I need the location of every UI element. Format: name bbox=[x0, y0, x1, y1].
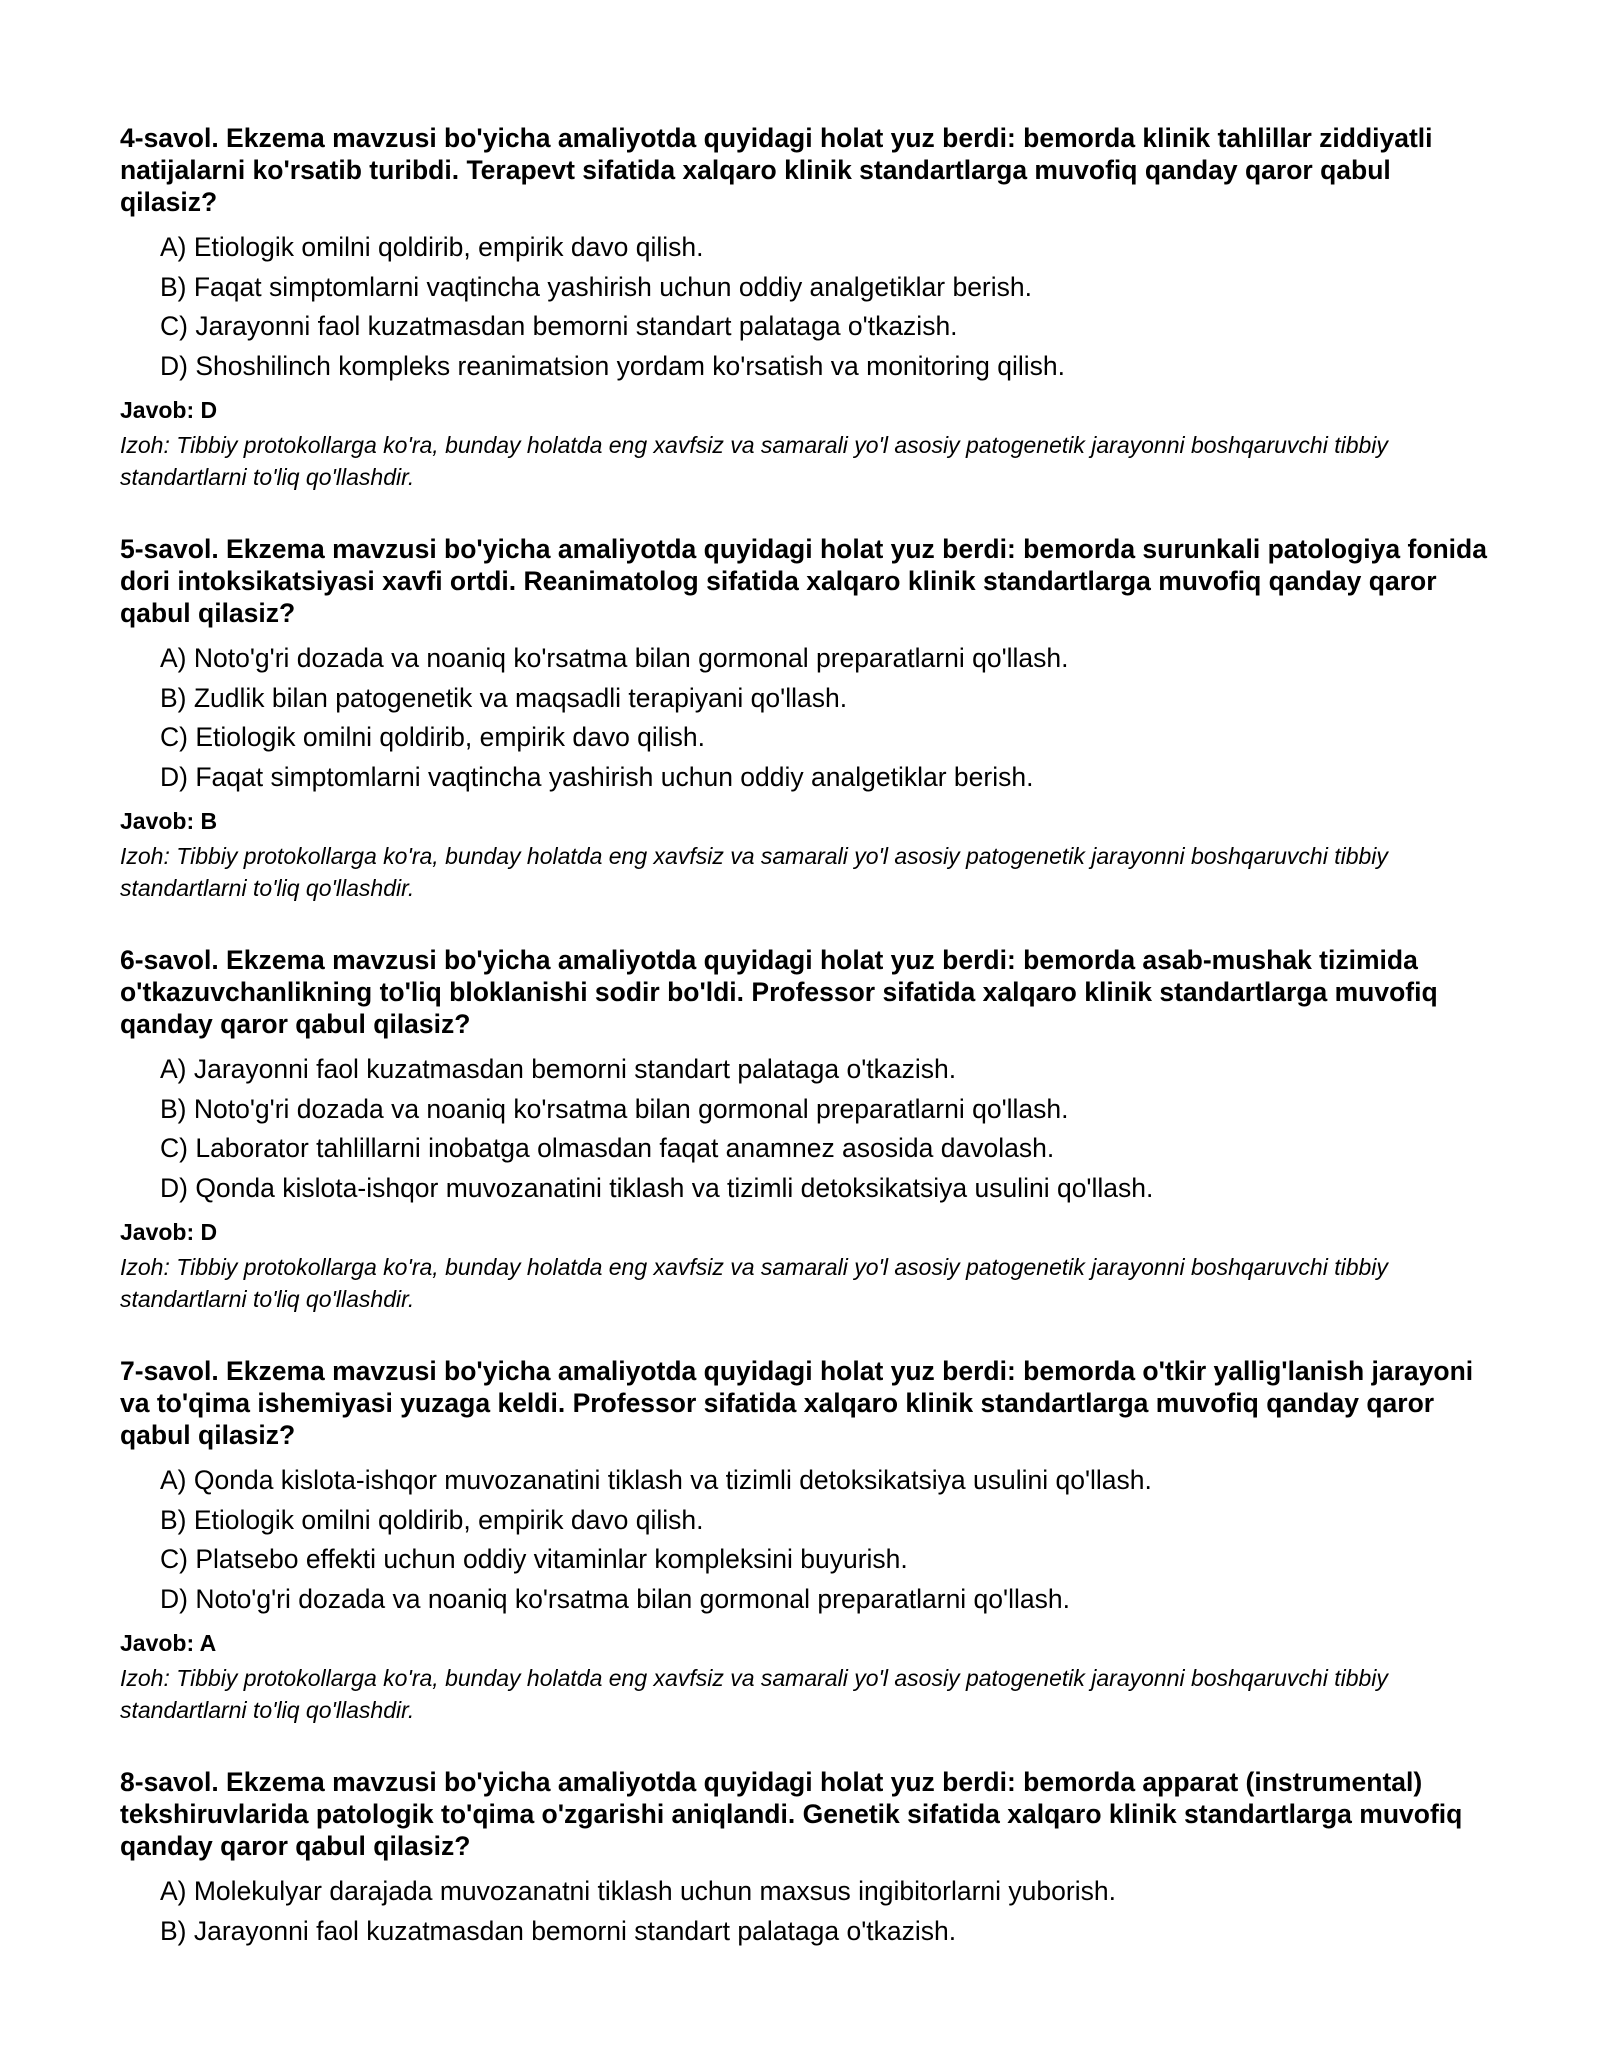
question-title: 8-savol. Ekzema mavzusi bo'yicha amaliyotda quyidagi holat yuz berdi: bemorda apparat (instrumental) tekshiruvlarida patologik to'qima o'zgarishi aniqlandi. Genetik sifatida xalqaro klinik standartlarga muvofiq qanday qaror qabul qilasiz? bbox=[120, 1767, 1463, 1861]
question-title: 6-savol. Ekzema mavzusi bo'yicha amaliyotda quyidagi holat yuz berdi: bemorda asab-mushak tizimida o'tkazuvchanlikning to'liq bloklanishi sodir bo'ldi. Professor sifatida xalqaro klinik standartlarga muvofiq qanday qaror qabul qilasiz? bbox=[120, 945, 1438, 1039]
option-c: C) Etiologik omilni qoldirib, empirik davo qilish. bbox=[160, 722, 705, 752]
question-title: 5-savol. Ekzema mavzusi bo'yicha amaliyotda quyidagi holat yuz berdi: bemorda surunkali patologiya fonida dori intoksikatsiyasi xavfi ortdi. Reanimatolog sifatida xalqaro klinik standartlarga muvofiq qanday qaror qabul qilasiz? bbox=[120, 534, 1487, 628]
option-d: D) Qonda kislota-ishqor muvozanatini tiklash va tizimli detoksikatsiya usulini qo'llash. bbox=[160, 1172, 1154, 1203]
option-a: A) Molekulyar darajada muvozanatni tiklash uchun maxsus ingibitorlarni yuborish. bbox=[160, 1876, 1116, 1906]
explanation-note: Izoh: Tibbiy protokollarga ko'ra, bunday holatda eng xavfsiz va samarali yo'l asosiy patogenetik jarayonni boshqaruvchi tibbiy standartlarni to'liq qo'llashdir. bbox=[120, 1254, 1388, 1312]
explanation-note: Izoh: Tibbiy protokollarga ko'ra, bunday holatda eng xavfsiz va samarali yo'l asosiy patogenetik jarayonni boshqaruvchi tibbiy standartlarni to'liq qo'llashdir. bbox=[120, 432, 1388, 490]
option-a: A) Qonda kislota-ishqor muvozanatini tiklash va tizimli detoksikatsiya usulini qo'llash. bbox=[160, 1465, 1152, 1495]
question-block bbox=[120, 533, 1490, 904]
question-block bbox=[120, 944, 1490, 1315]
options-list bbox=[120, 1872, 1490, 1951]
answer-label: Javob: D bbox=[120, 1219, 218, 1245]
explanation-note: Izoh: Tibbiy protokollarga ko'ra, bunday holatda eng xavfsiz va samarali yo'l asosiy patogenetik jarayonni boshqaruvchi tibbiy standartlarni to'liq qo'llashdir. bbox=[120, 1665, 1388, 1723]
question-title: 4-savol. Ekzema mavzusi bo'yicha amaliyotda quyidagi holat yuz berdi: bemorda klinik tahlillar ziddiyatli natijalarni ko'rsatib turibdi. Terapevt sifatida xalqaro klinik standartlarga muvofiq qanday qaror qabul qilasiz? bbox=[120, 123, 1433, 217]
option-c: C) Platsebo effekti uchun oddiy vitaminlar kompleksini buyurish. bbox=[160, 1544, 908, 1574]
option-a: A) Jarayonni faol kuzatmasdan bemorni standart palataga o'tkazish. bbox=[160, 1054, 957, 1084]
option-c: C) Jarayonni faol kuzatmasdan bemorni standart palataga o'tkazish. bbox=[160, 311, 958, 341]
question-title: 7-savol. Ekzema mavzusi bo'yicha amaliyotda quyidagi holat yuz berdi: bemorda o'tkir yallig'lanish jarayoni va to'qima ishemiyasi yuzaga keldi. Professor sifatida xalqaro klinik standartlarga muvofiq qanday qaror qabul qilasiz? bbox=[120, 1356, 1474, 1450]
answer-label: Javob: B bbox=[120, 808, 218, 834]
option-d: D) Noto'g'ri dozada va noaniq ko'rsatma bilan gormonal preparatlarni qo'llash. bbox=[160, 1583, 1070, 1614]
option-b: B) Noto'g'ri dozada va noaniq ko'rsatma bilan gormonal preparatlarni qo'llash. bbox=[160, 1093, 1069, 1124]
question-block bbox=[120, 1355, 1490, 1726]
option-d: D) Faqat simptomlarni vaqtincha yashirish uchun oddiy analgetiklar berish. bbox=[160, 761, 1034, 792]
option-b: B) Etiologik omilni qoldirib, empirik davo qilish. bbox=[160, 1504, 704, 1535]
option-b: B) Faqat simptomlarni vaqtincha yashirish uchun oddiy analgetiklar berish. bbox=[160, 271, 1032, 302]
document-page bbox=[120, 122, 1490, 1991]
question-block bbox=[120, 122, 1490, 493]
question-block bbox=[120, 1766, 1490, 1951]
explanation-note: Izoh: Tibbiy protokollarga ko'ra, bunday holatda eng xavfsiz va samarali yo'l asosiy patogenetik jarayonni boshqaruvchi tibbiy standartlarni to'liq qo'llashdir. bbox=[120, 843, 1388, 901]
option-b: B) Zudlik bilan patogenetik va maqsadli terapiyani qo'llash. bbox=[160, 682, 848, 713]
option-a: A) Etiologik omilni qoldirib, empirik davo qilish. bbox=[160, 232, 704, 262]
option-c: C) Laborator tahlillarni inobatga olmasdan faqat anamnez asosida davolash. bbox=[160, 1133, 1055, 1163]
option-d: D) Shoshilinch kompleks reanimatsion yordam ko'rsatish va monitoring qilish. bbox=[160, 350, 1065, 381]
option-a: A) Noto'g'ri dozada va noaniq ko'rsatma bilan gormonal preparatlarni qo'llash. bbox=[160, 643, 1069, 673]
options-list bbox=[120, 1050, 1490, 1208]
answer-label: Javob: A bbox=[120, 1630, 217, 1656]
options-list bbox=[120, 228, 1490, 386]
answer-label: Javob: D bbox=[120, 397, 218, 423]
options-list bbox=[120, 1461, 1490, 1619]
option-b: B) Jarayonni faol kuzatmasdan bemorni standart palataga o'tkazish. bbox=[160, 1915, 957, 1946]
options-list bbox=[120, 639, 1490, 797]
